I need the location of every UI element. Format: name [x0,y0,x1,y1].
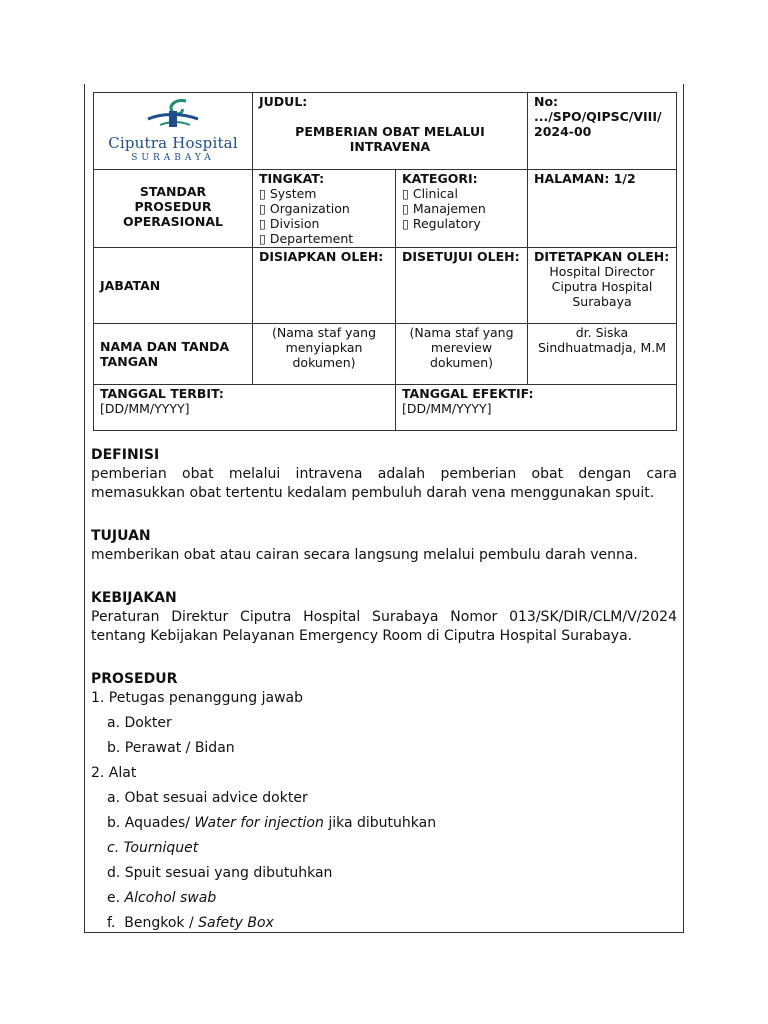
nama-disiapkan: (Nama staf yang menyiapkan dokumen) [253,324,396,385]
kebijakan-title: KEBIJAKAN [91,590,177,606]
definisi-text: pemberian obat melalui intravena adalah pemberian obat dengan cara memasukkan obat tertentu kedalam pembuluh darah vena menggunakan spuit. [91,466,677,501]
tujuan-title: TUJUAN [91,528,151,544]
nama-label: NAMA DAN TANDA TANGAN [94,324,253,385]
ditetapkan-label: DITETAPKAN OLEH: [534,249,670,264]
prosedur-subitem: c. Tourniquet [107,840,199,856]
prosedur-title: PROSEDUR [91,671,178,687]
tingkat-option[interactable]: ▯ System [259,186,317,201]
nama-disetujui: (Nama staf yang mereview dokumen) [396,324,528,385]
kategori-option[interactable]: ▯ Regulatory [402,216,481,231]
kebijakan-text: Peraturan Direktur Ciputra Hospital Surabaya Nomor 013/SK/DIR/CLM/V/2024 tentang Kebijakan Pelayanan Emergency Room di Ciputra Hospital Surabaya. [91,609,677,644]
tanggal-efektif-label: TANGGAL EFEKTIF: [402,386,534,401]
definisi-title: DEFINISI [91,447,160,463]
disiapkan-label: DISIAPKAN OLEH: [253,248,396,324]
logo-emblem-icon [138,97,208,131]
tanggal-terbit-value: [DD/MM/YYYY] [100,401,190,416]
document-body [91,446,677,936]
prosedur-subitem: a. Obat sesuai advice dokter [107,790,308,806]
tingkat-option[interactable]: ▯ Departement [259,231,354,246]
tujuan-text: memberikan obat atau cairan secara langsung melalui pembulu darah venna. [91,547,638,563]
prosedur-subitem: b. Aquades/ Water for injection jika dibutuhkan [107,815,437,831]
prosedur-subitem: a. Dokter [107,715,172,731]
prosedur-subitem: e. Alcohol swab [107,890,217,906]
judul-label: JUDUL: [259,94,308,109]
no-value: .../SPO/QIPSC/VIII/ 2024-00 [534,109,662,139]
kategori-option[interactable]: ▯ Clinical [402,186,458,201]
prosedur-item: 2. Alat [91,765,137,781]
sop-label: STANDAR PROSEDUR OPERASIONAL [94,170,253,248]
kategori-option[interactable]: ▯ Manajemen [402,201,486,216]
halaman: HALAMAN: 1/2 [528,170,677,248]
logo-cell [94,93,253,170]
tingkat-option[interactable]: ▯ Division [259,216,320,231]
prosedur-subitem: d. Spuit sesuai yang dibutuhkan [107,865,333,881]
tingkat-label: TINGKAT: [259,171,325,186]
logo-name: Ciputra Hospital [108,133,238,152]
document-title: PEMBERIAN OBAT MELALUI INTRAVENA [295,124,485,154]
tanggal-terbit-label: TANGGAL TERBIT: [100,386,224,401]
prosedur-subitem: b. Perawat / Bidan [107,740,235,756]
ditetapkan-value: Hospital Director Ciputra Hospital Surabaya [549,264,655,309]
logo-city: SURABAYA [131,152,215,163]
sop-header-table [93,92,677,431]
prosedur-subitem: f. Bengkok / Safety Box [107,915,274,931]
prosedur-item: 1. Petugas penanggung jawab [91,690,304,706]
disetujui-label: DISETUJUI OLEH: [396,248,528,324]
kategori-label: KATEGORI: [402,171,478,186]
jabatan-label: JABATAN [94,248,253,324]
hospital-logo [108,97,238,166]
nama-ditetapkan: dr. Siska Sindhuatmadja, M.M [528,324,677,385]
tanggal-efektif-value: [DD/MM/YYYY] [402,401,492,416]
no-label: No: [534,94,559,109]
tingkat-option[interactable]: ▯ Organization [259,201,350,216]
